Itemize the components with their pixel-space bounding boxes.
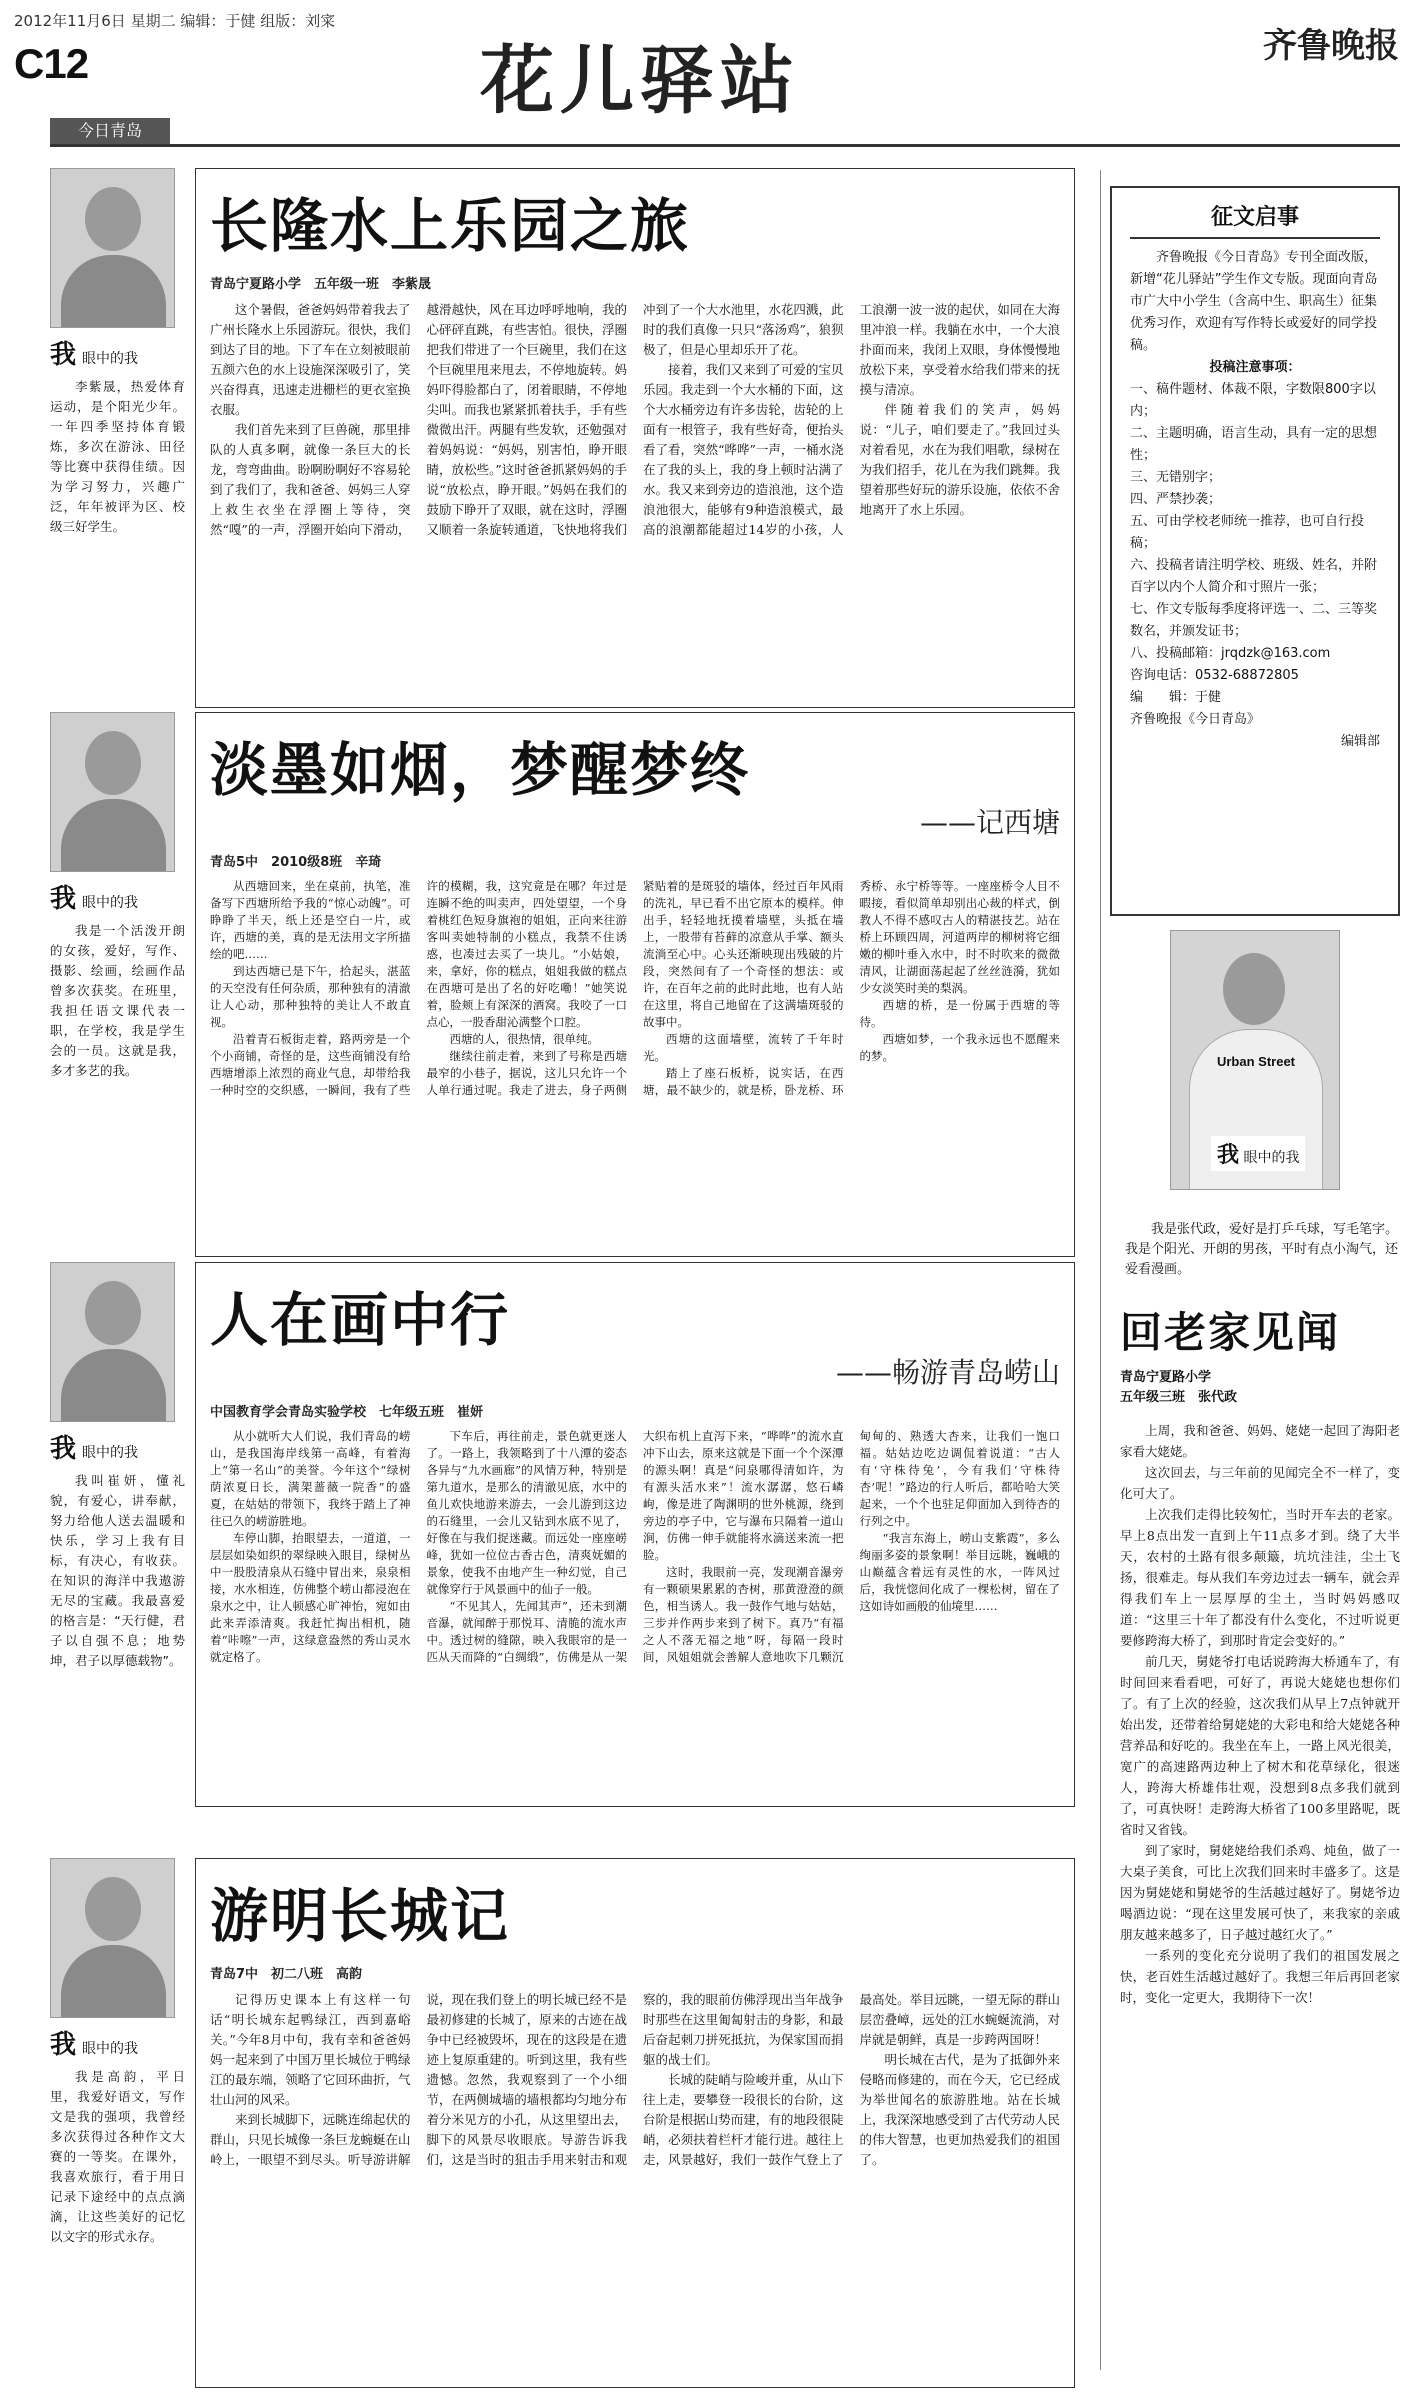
paragraph: 接着，我们又来到了可爱的宝贝乐园。我走到一个大水桶的下面，这个大水桶旁边有许多齿轮，齿轮的上面有一根管子，我有些好奇，便抬头看了看，突然“哗哗”一声，一桶水浇在了我的头上，我的身上顿时沾满了水。我又来到旁边的造浪池，这个造浪池很大，能够有9种造浪模式，最高的浪潮都能超过14岁的小孩，人工浪潮一波一波的起伏，如同在大海里冲浪一样。我躺在水中，一个大浪扑面而来，我闭上双眼，身体慢慢地放松下来，享受着水给我们带来的抚摸与清凉。	[643, 302, 1060, 537]
notice-intro: 齐鲁晚报《今日青岛》专刊全面改版，新增“花儿驿站”学生作文专版。现面向青岛市广大中小学生（含高中生、职高生）征集优秀习作，欢迎有写作特长或爱好的同学投稿。	[1130, 250, 1378, 353]
issue-weekday: 星期二	[130, 12, 176, 30]
paragraph: 下车后，再往前走，景色就更迷人了。一路上，我领略到了十八潭的姿态各异与“九水画廊”的风情万种，特别是第九道水，是那么的清澈见底，水中的鱼儿欢快地游来游去，一会儿游到这边的石缝里，一会儿又钻到水底不见了，好像在与我们捉迷藏。而远处一座座崂峰，犹如一位位古香古色，清爽妩媚的景象，使我不由地产生一种幻觉，自己就像穿行于风景画中的仙子一般。	[426, 1429, 627, 1596]
paragraph: 西塘的这面墙壁，流转了千年时光。	[643, 1032, 844, 1063]
layout-credit: 组版：刘寀	[260, 12, 336, 30]
label-yanzhong: 眼中的我	[82, 1445, 139, 1461]
page-header	[0, 0, 1417, 124]
author-photo-side	[1170, 930, 1340, 1190]
notice-rule: 四、严禁抄袭；	[1130, 492, 1222, 507]
author-bio: 我是一个活泼开朗的女孩，爱好，写作、摄影、绘画，绘画作品曾多次获奖。在班里，我担任语文课代表一职，在学校，我是学生会的一员。这就是我，多才多艺的我。	[50, 923, 185, 1078]
label-wo: 我	[1217, 1143, 1240, 1168]
editor-credit: 编辑：于健	[180, 12, 256, 30]
call-for-submissions	[1110, 186, 1400, 916]
paragraph: 记得历史课本上有这样一句话“明长城东起鸭绿江，西到嘉峪关。”今年8月中旬，我有幸和爸爸妈妈一起来到了中国万里长城位于鸭绿江的最东端，领略了它回环曲折，气壮山河的风采。	[210, 1992, 411, 2107]
label-wo: 我	[50, 340, 77, 370]
eye-label	[50, 2024, 185, 2061]
paragraph: 这个暑假，爸爸妈妈带着我去了广州长隆水上乐园游玩。很快，我们到达了目的地。下了车在立刻被眼前五颜六色的水上设施深深吸引了，笑兴奋得真，迅速走进栅栏的更衣室换衣服。	[210, 302, 411, 417]
author-sidebar-4	[50, 1858, 185, 2247]
paragraph: 前几天，舅姥爷打电话说跨海大桥通车了，有时间回来看看吧，可好了，再说大姥姥也想你们了。有了上次的经验，这次我们从早上7点钟就开始出发，还带着给舅姥姥的大彩电和给大姥姥各种营养品和好吃的。我坐在车上，一路上风光很美，宽广的高速路两边种上了树木和花草绿化，很迷人，跨海大桥雄伟壮观，没想到8点多我们就到了，可真快呀！走跨海大桥省了100多里路呢，既省时又省钱。	[1120, 1654, 1400, 1837]
label-yanzhong: 眼中的我	[82, 2041, 139, 2057]
article-body	[210, 1990, 1060, 2170]
notice-rules-title: 投稿注意事项：	[1209, 360, 1301, 375]
paragraph: 来到长城脚下，远眺连绵起伏的群山，只见长城像一条巨龙蜿蜒在山岭上，一眼望不到尽头。听导游讲解说，现在我们登上的明长城已经不是最初修建的长城了，原来的古迹在战争中已经被毁坏，现在的这段是在遗迹上复原重建的。听到这里，我有些遗憾。忽然，我观察到了一个小细节，在两侧城墙的墙根都均匀地分布着分米见方的小孔，从这里望出去，脚下的风景尽收眼底。导游告诉我们，这是当时的狙击手用来射击和观察的，我的眼前仿佛浮现出当年战争时那些在这里匍匐射击的身影，和最后奋起刺刀拼死抵抗，为保家国而捐躯的战士们。	[210, 1992, 844, 2167]
article-1	[195, 168, 1075, 708]
article-byline: 青岛宁夏路小学 五年级一班 李紫晟	[210, 277, 432, 292]
shirt-text: Urban Street	[1216, 1054, 1296, 1069]
section-tag: 今日青岛	[50, 118, 170, 144]
eye-label	[50, 1428, 185, 1465]
paragraph: 踏上了座石板桥，说实话，在西塘，最不缺少的，就是桥，卧龙桥、环秀桥、永宁桥等等。一座座桥令人目不暇接，看似简单却别出心裁的样式，倒教人不得不感叹古人的精湛技艺。站在桥上环顾四周，河道两岸的柳树将它细嫩的柳叶垂入水中，时不时吹来的微微清风，让湖面荡起起了丝丝涟漪，犹如少女淡笑时美的梨涡。	[643, 879, 1060, 1097]
article-body	[210, 1428, 1060, 1666]
paragraph: 我们首先来到了巨兽碗，那里排队的人真多啊，就像一条巨大的长龙，弯弯曲曲。盼啊盼啊好不容易轮到了我们了，我和爸爸、妈妈三人穿上救生衣坐在浮圈上等待，突然“嘎”的一声，浮圈开始向下滑动，越滑越快，风在耳边呼呼地响，我的心砰砰直跳，有些害怕。很快，浮圈把我们带进了一个巨碗里，我们在这个巨碗里甩来甩去，不停地旋转。妈妈吓得脸都白了，闭着眼睛，不停地尖叫。而我也紧紧抓着扶手，手有些微微出汗。两腿有些发软，还勉强对着妈妈说：“妈妈，别害怕，睁开眼睛，放松些。”这时爸爸抓紧妈妈的手说“放松点，睁开眼。”妈妈在我们的鼓励下睁开了双眼，就在这时，浮圈又顺着一条旋转通道，飞快地将我们冲到了一个大水池里，水花四溅，此时的我们真像一只只“落汤鸡”，狼狈极了，但是心里却乐开了花。	[210, 302, 844, 537]
header-rule	[50, 144, 1400, 147]
notice-rule: 二、主题明确，语言生动，具有一定的思想性；	[1130, 426, 1378, 463]
side-article-title: 回老家见闻	[1120, 1308, 1341, 1357]
paragraph: 上次我们走得比较匆忙，当时开车去的老家。早上8点出发一直到上午11点多才到。绕了大半天，农村的土路有很多颠簸，坑坑洼洼，尘土飞扬，很难走。每从我们车旁边过去一辆车，就会弄得我们车上一层厚厚的尘土，当时妈妈感叹道：“这里三十年了都没有什么变化，不过听说更要修跨海大桥了，到那时肯定会变好的。”	[1120, 1507, 1400, 1648]
article-4	[195, 1858, 1075, 2388]
side-article-class: 五年级三班 张代政	[1120, 1390, 1238, 1405]
notice-column: 齐鲁晚报《今日青岛》	[1130, 712, 1261, 727]
paragraph: 西塘如梦，一个我永远也不愿醒来的梦。	[859, 1032, 1060, 1063]
notice-email[interactable]: 八、投稿邮箱：jrqdzk@163.com	[1130, 646, 1331, 661]
label-wo: 我	[50, 884, 77, 914]
side-article-body	[1120, 1420, 1400, 2008]
eye-label	[1211, 1136, 1305, 1171]
paragraph: 一系列的变化充分说明了我们的祖国发展之快，老百姓生活越过越好了。我想三年后再回老家时，变化一定更大，我期待下一次！	[1120, 1948, 1400, 2005]
article-byline: 青岛5中 2010级8班 辛琦	[210, 855, 382, 870]
notice-dept: 编辑部	[1340, 734, 1380, 749]
paragraph: 明长城在古代，是为了抵御外来侵略而修建的，而在今天，它已经成为举世闻名的旅游胜地。站在长城上，我深深地感受到了古代劳动人民的伟大智慧，也更加热爱我们的祖国了。	[859, 2052, 1060, 2167]
article-body	[210, 878, 1060, 1099]
notice-rule: 六、投稿者请注明学校、班级、姓名，并附百字以内个人简介和寸照片一张；	[1130, 558, 1378, 595]
article-2	[195, 712, 1075, 1257]
author-bio: 李紫晟，热爱体育运动，是个阳光少年。一年四季坚持体育锻炼，多次在游泳、田径等比赛中获得佳绩。因为学习努力，兴趣广泛，年年被评为区、校级三好学生。	[50, 379, 185, 534]
page-number: C12	[14, 40, 89, 87]
author-sidebar-2	[50, 712, 185, 1081]
paragraph: 从西塘回来，坐在桌前，执笔，准备写下西塘所给予我的“惊心动魄”。可睁睁了半天，纸上还是空白一片，或许，西塘的美，真的是无法用文字所描绘的吧……	[210, 879, 411, 961]
notice-editor: 编 辑：于健	[1130, 690, 1222, 705]
notice-rule: 三、无错别字；	[1130, 470, 1222, 485]
side-article-byline	[1120, 1368, 1237, 1408]
eye-label	[50, 334, 185, 371]
paragraph: 西塘的桥，是一份属于西塘的等待。	[859, 998, 1060, 1029]
label-yanzhong: 眼中的我	[82, 895, 139, 911]
author-photo	[50, 712, 175, 872]
side-article-school: 青岛宁夏路小学	[1120, 1370, 1212, 1385]
author-bio: 我叫崔妍，懂礼貌，有爱心，讲奉献，努力给他人送去温暖和快乐，学习上我有目标，有决心，有收获。在知识的海洋中我遨游无尽的宝藏。我最喜爱的格言是：“天行健，君子以自强不息；地势坤，君子以厚德载物”。	[50, 1473, 185, 1668]
paragraph: “不见其人，先闻其声”，还未到潮音瀑，就闻醉于那悦耳、清脆的流水声中。透过树的缝隙，映入我眼帘的是一匹从天而降的“白绸缎”，仿佛是从一架大织布机上直泻下来，“哗哗”的流水直冲下山去，原来这就是下面一个个深潭的源头啊！真是“问泉哪得清如许，为有源头活水来”！流水潺潺，悠石嶙峋，像是进了陶渊明的世外桃源，绕到旁边的亭子中，它与瀑布只隔着一道山涧，仿佛一伸手就能将水滴送来流一把脸。	[426, 1429, 844, 1664]
article-title: 人在画中行	[210, 1286, 511, 1354]
notice-rule: 一、稿件题材、体裁不限，字数限800字以内；	[1130, 382, 1376, 419]
issue-date: 2012年11月6日	[14, 12, 126, 30]
article-title: 游明长城记	[210, 1882, 511, 1950]
article-title: 淡墨如烟，梦醒梦终	[210, 736, 751, 804]
author-photo	[50, 168, 175, 328]
paragraph: 西塘的人，很热情，很单纯。	[449, 1032, 599, 1046]
paragraph: 继续往前走着，来到了号称是西塘最窄的小巷子，据说，这儿只允许一个人单行通过呢。我走了进去，身子两侧紧贴着的是斑驳的墙体，经过百年风雨的洗礼，早已看不出它原本的模样。伸出手，轻轻地抚摸着墙壁，头抵在墙上，一股带有苔藓的凉意从手掌、额头流淌至心中。心头还渐映现出残破的片段，突然间有了一个奇怪的想法：或许，在百年之前的此时此地，也有人站在这里，将自己地留在了这满墙斑驳的故事中。	[426, 879, 844, 1097]
label-wo: 我	[50, 1434, 77, 1464]
paragraph: 沿着青石板街走着，路两旁是一个个小商铺，奇怪的是，这些商铺没有给西塘增添上浓烈的商业气息，却带给我一种时空的交织感，一瞬间，我有了些许的模糊，我，这究竟是在哪？年过是连瞬不绝的叫卖声，四处望望，一个身着桃红色短身旗袍的姐姐，正向来往游客叫卖她特制的小糕点，我禁不住诱惑，也凑过去买了一块儿。“小姑娘，来，拿好，你的糕点，姐姐我做的糕点在西塘可是出了名的好吃嘞！”她笑说着，脸颊上有深深的酒窝。我咬了一口点心，一股香甜沁满整个口腔。	[210, 879, 627, 1097]
paragraph: 长城的陡峭与险峻并重，从山下往上走，要攀登一段很长的台阶，这台阶是根据山势而建，有的地段很陡峭，必须扶着栏杆才能行进。越往上走，风景越好，我们一鼓作气登上了最高处。举目远眺，一望无际的群山层峦叠嶂，远处的江水蜿蜒流淌，对岸就是朝鲜，真是一步跨两国呀！	[643, 1992, 1060, 2167]
paper-logo: 齐鲁晚报	[1263, 26, 1399, 66]
paragraph: 从小就听大人们说，我们青岛的崂山，是我国海岸线第一高峰，有着海上“第一名山”的美誉。今年这个“绿树荫浓夏日长，满架蔷薇一院香”的盛夏，在姑姑的带领下，我终于踏上了神往已久的崂游胜地。	[210, 1429, 411, 1528]
paragraph: 到了家时，舅姥姥给我们杀鸡、炖鱼，做了一大桌子美食，可比上次我们回来时丰盛多了。这是因为舅姥姥和舅姥爷的生活越过越好了。舅姥爷边喝酒边说：“现在这里发展可快了，来我家的亲戚朋友越来越多了，日子越过越红火了。”	[1120, 1843, 1400, 1942]
author-photo	[50, 1858, 175, 2018]
article-byline: 青岛7中 初二八班 高韵	[210, 1967, 363, 1982]
author-sidebar-1	[50, 168, 185, 537]
label-yanzhong: 眼中的我	[82, 351, 139, 367]
paragraph: “我言东海上，崂山支紫霞”，多么绚丽多姿的景象啊！举目远眺，巍峨的山巅蕴含着远有灵性的水，一阵风过后，我恍惚间化成了一棵松树，留在了这如诗如画般的仙境里……	[859, 1531, 1060, 1613]
paragraph: 车停山脚，抬眼望去，一道道，一层层如染如织的翠绿映入眼目，绿树丛中一股股清泉从石缝中冒出来，泉泉相接，水水相连，仿佛整个崂山都浸泡在泉水之中，让人顿感心旷神怡，宛如由此来弄添清爽。我赶忙掏出相机，随着“咔嚓”一声，这绿意盎然的秀山灵水就定格了。	[210, 1531, 411, 1664]
column-divider	[1100, 170, 1101, 2370]
paragraph: 这次回去，与三年前的见闻完全不一样了，变化可大了。	[1120, 1465, 1400, 1501]
paragraph: 到达西塘已是下午，拾起头，湛蓝的天空没有任何杂质，那种独有的清澈让人心动，那种独特的美让人不敢直视。	[210, 964, 411, 1029]
article-subtitle: ——畅游青岛崂山	[835, 1356, 1060, 1389]
side-author-bio: 我是张代政，爱好是打乒乓球，写毛笔字。我是个阳光、开朗的男孩，平时有点小淘气，还爱看漫画。	[1125, 1222, 1399, 1277]
masthead: 花儿驿站	[480, 38, 800, 124]
article-body	[210, 300, 1060, 540]
notice-phone: 咨询电话：0532-68872805	[1130, 668, 1299, 683]
article-subtitle: ——记西塘	[919, 806, 1060, 839]
notice-rule: 五、可由学校老师统一推荐，也可自行投稿；	[1130, 514, 1365, 551]
author-sidebar-3	[50, 1262, 185, 1671]
label-wo: 我	[50, 2030, 77, 2060]
article-byline: 中国教育学会青岛实验学校 七年级五班 崔妍	[210, 1405, 484, 1420]
paragraph: 上周，我和爸爸、妈妈、姥姥一起回了海阳老家看大姥姥。	[1120, 1423, 1400, 1459]
article-3	[195, 1262, 1075, 1807]
notice-rule: 七、作文专版每季度将评选一、二、三等奖数名，并颁发证书；	[1130, 602, 1378, 639]
article-title: 长隆水上乐园之旅	[210, 192, 691, 260]
label-yanzhong: 眼中的我	[1243, 1150, 1300, 1166]
eye-label	[50, 878, 185, 915]
paragraph: 伴随着我们的笑声，妈妈说：“儿子，咱们要走了。”我回过头对着看见，水在为我们唱歌，绿树在为我们招手，花儿在为我们跳舞。我望着那些好玩的游乐设施，依依不舍地离开了水上乐园。	[859, 402, 1060, 517]
dateline	[14, 10, 335, 31]
author-photo	[50, 1262, 175, 1422]
notice-title: 征文启事	[1130, 200, 1380, 239]
author-bio: 我是高韵，平日里，我爱好语文，写作文是我的强项，我曾经多次获得过各种作文大赛的一等奖。在课外，我喜欢旅行，看于用日记录下途经中的点点滴滴，让这些美好的记忆以文字的形式永存。	[50, 2069, 185, 2244]
paragraph: 这时，我眼前一亮，发现潮音瀑旁有一颗硕果累累的杏树，那黄澄澄的颜色，相当诱人。我一鼓作气地与姑姑，三步并作两步来到了树下。真乃“有福之人不落无福之地”呀，每隔一段时间，风姐姐就会善解人意地吹下几颗沉甸甸的、熟透大杏来，让我们一饱口福。姑姑边吃边调侃着说道：“古人有‘守株待兔’，今有我们‘守株待杏’呢！”路边的行人听后，都哈哈大笑起来，一个个也驻足仰面加入到待杏的行列之中。	[643, 1429, 1060, 1664]
